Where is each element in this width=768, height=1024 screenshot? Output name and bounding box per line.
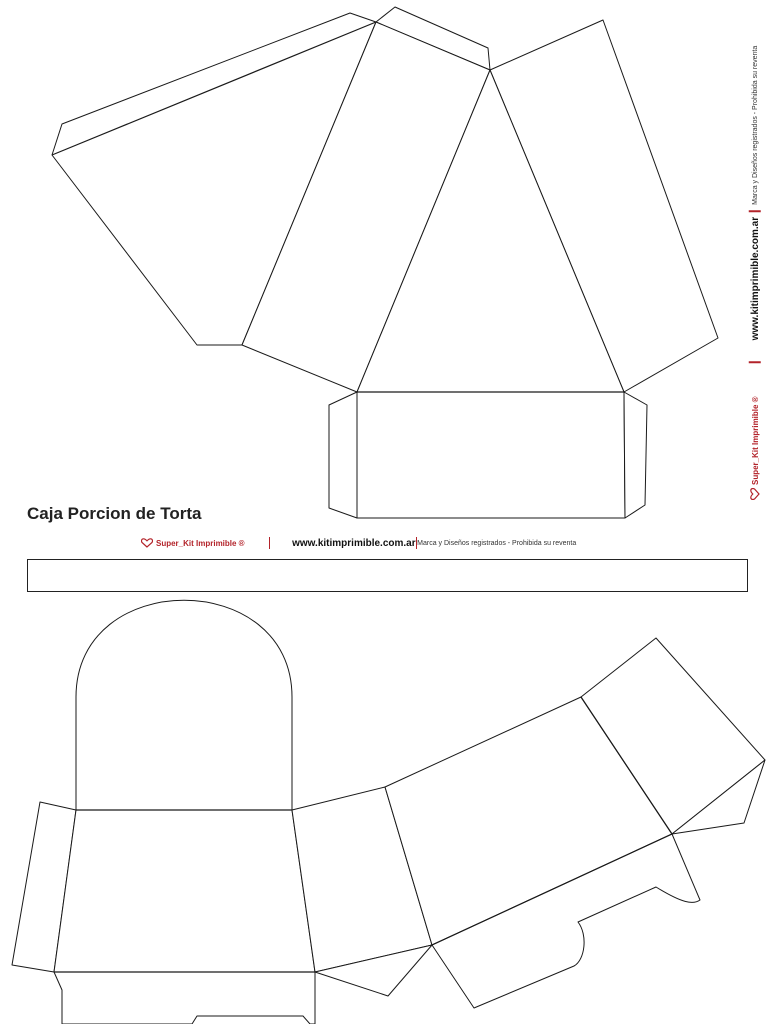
rights-notice: Marca y Diseños registrados - Prohibida su reventa [751, 45, 759, 205]
base-lock-tab [192, 1016, 310, 1024]
separator [749, 362, 761, 364]
brand-label [750, 396, 760, 500]
name-label-box [27, 559, 748, 592]
lid-end-panel [357, 392, 625, 518]
separator [269, 537, 271, 549]
lid-end-flap-left [329, 392, 357, 518]
rights-notice: Marca y Diseños registrados - Prohibida su reventa [417, 539, 577, 547]
base-front-panel [54, 810, 315, 972]
brand-label [141, 538, 245, 548]
brand-text: Super_Kit Imprimible ® [750, 396, 760, 485]
website-link[interactable]: www.kitimprimible.com.ar [292, 537, 416, 549]
base-template [12, 600, 765, 1024]
heart-icon [141, 538, 153, 548]
heart-icon [750, 488, 760, 500]
separator [749, 210, 761, 212]
website-link[interactable]: www.kitimprimible.com.ar [749, 216, 761, 341]
brand-text: Super_Kit Imprimible ® [156, 538, 245, 548]
lid-template [52, 7, 718, 518]
base-arch-tab [76, 600, 292, 810]
credits-vertical [748, 46, 762, 500]
credits-footer [141, 536, 576, 550]
template-title: Caja Porcion de Torta [27, 504, 202, 523]
lid-end-flap-right [624, 392, 647, 518]
